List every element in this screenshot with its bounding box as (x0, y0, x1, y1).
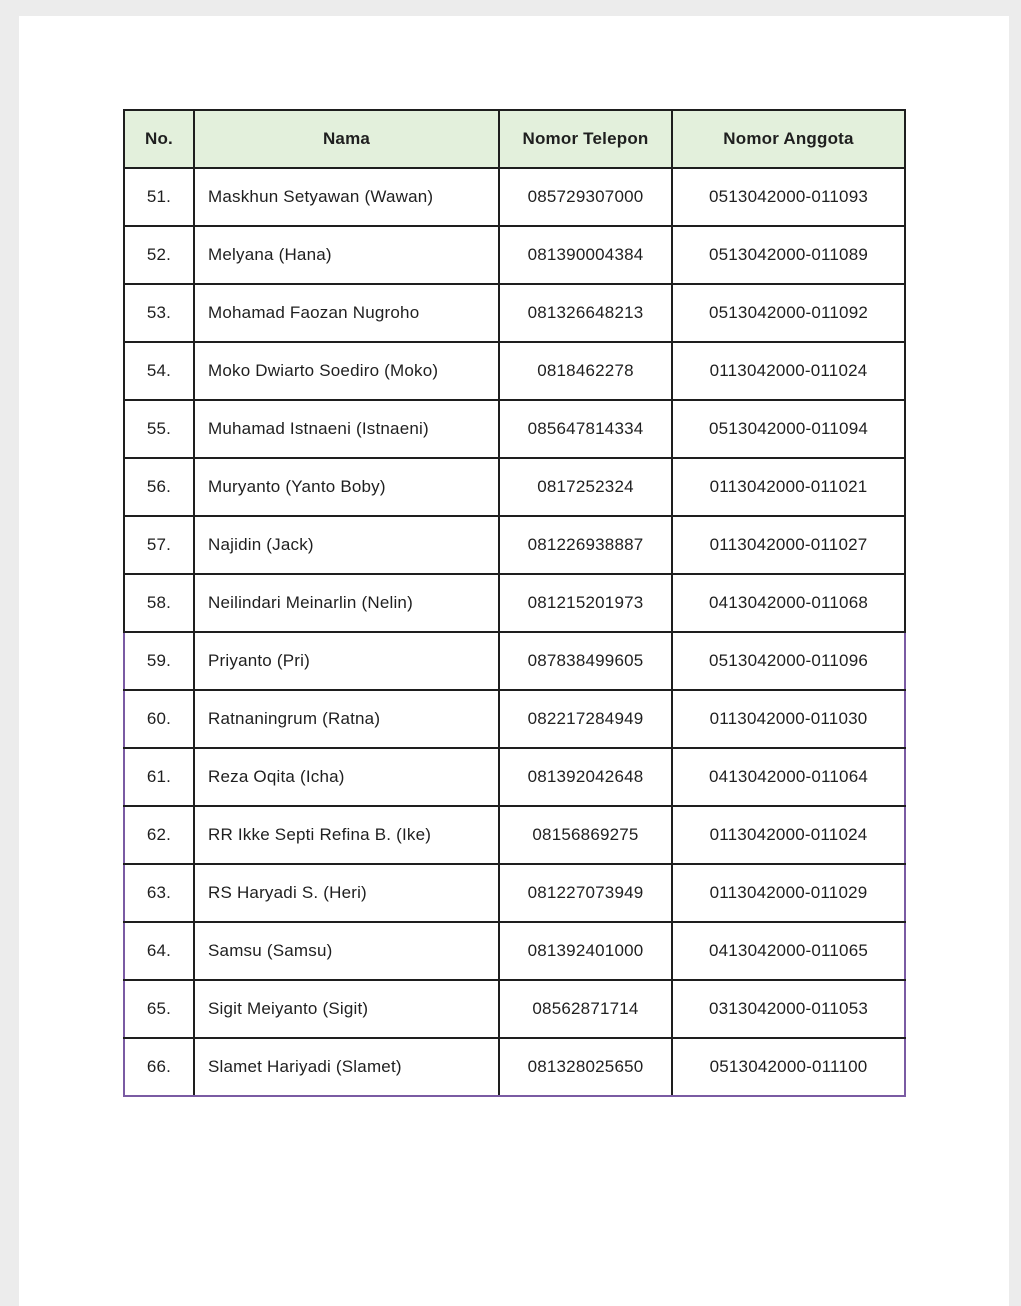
table-row (124, 458, 905, 516)
cell-telepon: 081392401000 (499, 922, 672, 980)
cell-no: 56. (124, 458, 194, 516)
cell-anggota: 0513042000-011092 (672, 284, 905, 342)
cell-nama: Muhamad Istnaeni (Istnaeni) (194, 400, 499, 458)
cell-anggota: 0113042000-011021 (672, 458, 905, 516)
cell-no: 60. (124, 690, 194, 748)
cell-nama: Priyanto (Pri) (194, 632, 499, 690)
cell-anggota: 0413042000-011068 (672, 574, 905, 632)
header-no: No. (124, 110, 194, 168)
cell-anggota: 0113042000-011029 (672, 864, 905, 922)
cell-no: 52. (124, 226, 194, 284)
table-row (124, 400, 905, 458)
cell-telepon: 0818462278 (499, 342, 672, 400)
cell-nama: Slamet Hariyadi (Slamet) (194, 1038, 499, 1096)
cell-nama: Najidin (Jack) (194, 516, 499, 574)
cell-telepon: 081390004384 (499, 226, 672, 284)
table-row (124, 864, 905, 922)
cell-no: 59. (124, 632, 194, 690)
cell-anggota: 0113042000-011024 (672, 806, 905, 864)
cell-telepon: 081328025650 (499, 1038, 672, 1096)
cell-no: 54. (124, 342, 194, 400)
table-header-row (124, 110, 905, 168)
cell-nama: Maskhun Setyawan (Wawan) (194, 168, 499, 226)
cell-no: 62. (124, 806, 194, 864)
cell-anggota: 0413042000-011065 (672, 922, 905, 980)
cell-nama: RR Ikke Septi Refina B. (Ike) (194, 806, 499, 864)
cell-anggota: 0513042000-011100 (672, 1038, 905, 1096)
cell-nama: Reza Oqita (Icha) (194, 748, 499, 806)
header-anggota: Nomor Anggota (672, 110, 905, 168)
cell-telepon: 081215201973 (499, 574, 672, 632)
table-row (124, 690, 905, 748)
cell-telepon: 081227073949 (499, 864, 672, 922)
cell-telepon: 085729307000 (499, 168, 672, 226)
cell-anggota: 0313042000-011053 (672, 980, 905, 1038)
cell-telepon: 085647814334 (499, 400, 672, 458)
cell-no: 55. (124, 400, 194, 458)
cell-no: 61. (124, 748, 194, 806)
table-row (124, 168, 905, 226)
document-page (19, 16, 1009, 1306)
cell-nama: RS Haryadi S. (Heri) (194, 864, 499, 922)
cell-no: 63. (124, 864, 194, 922)
cell-nama: Ratnaningrum (Ratna) (194, 690, 499, 748)
cell-anggota: 0513042000-011094 (672, 400, 905, 458)
cell-nama: Melyana (Hana) (194, 226, 499, 284)
member-table (123, 109, 906, 1097)
table-row (124, 632, 905, 690)
cell-telepon: 087838499605 (499, 632, 672, 690)
cell-no: 51. (124, 168, 194, 226)
cell-no: 58. (124, 574, 194, 632)
cell-no: 57. (124, 516, 194, 574)
cell-nama: Neilindari Meinarlin (Nelin) (194, 574, 499, 632)
cell-telepon: 08562871714 (499, 980, 672, 1038)
cell-nama: Moko Dwiarto Soediro (Moko) (194, 342, 499, 400)
header-nama: Nama (194, 110, 499, 168)
cell-telepon: 082217284949 (499, 690, 672, 748)
cell-anggota: 0513042000-011089 (672, 226, 905, 284)
cell-no: 64. (124, 922, 194, 980)
table-row (124, 342, 905, 400)
cell-telepon: 081392042648 (499, 748, 672, 806)
table-row (124, 980, 905, 1038)
header-telepon: Nomor Telepon (499, 110, 672, 168)
table-row (124, 922, 905, 980)
table-row (124, 1038, 905, 1096)
cell-anggota: 0513042000-011096 (672, 632, 905, 690)
cell-nama: Mohamad Faozan Nugroho (194, 284, 499, 342)
cell-nama: Samsu (Samsu) (194, 922, 499, 980)
cell-anggota: 0113042000-011027 (672, 516, 905, 574)
cell-no: 53. (124, 284, 194, 342)
cell-telepon: 081326648213 (499, 284, 672, 342)
table-row (124, 516, 905, 574)
cell-anggota: 0113042000-011024 (672, 342, 905, 400)
cell-nama: Muryanto (Yanto Boby) (194, 458, 499, 516)
cell-no: 66. (124, 1038, 194, 1096)
table-row (124, 748, 905, 806)
table-row (124, 806, 905, 864)
cell-anggota: 0113042000-011030 (672, 690, 905, 748)
table-row (124, 574, 905, 632)
table-row (124, 284, 905, 342)
cell-anggota: 0413042000-011064 (672, 748, 905, 806)
cell-telepon: 081226938887 (499, 516, 672, 574)
cell-anggota: 0513042000-011093 (672, 168, 905, 226)
cell-nama: Sigit Meiyanto (Sigit) (194, 980, 499, 1038)
table-row (124, 226, 905, 284)
cell-telepon: 08156869275 (499, 806, 672, 864)
cell-telepon: 0817252324 (499, 458, 672, 516)
cell-no: 65. (124, 980, 194, 1038)
